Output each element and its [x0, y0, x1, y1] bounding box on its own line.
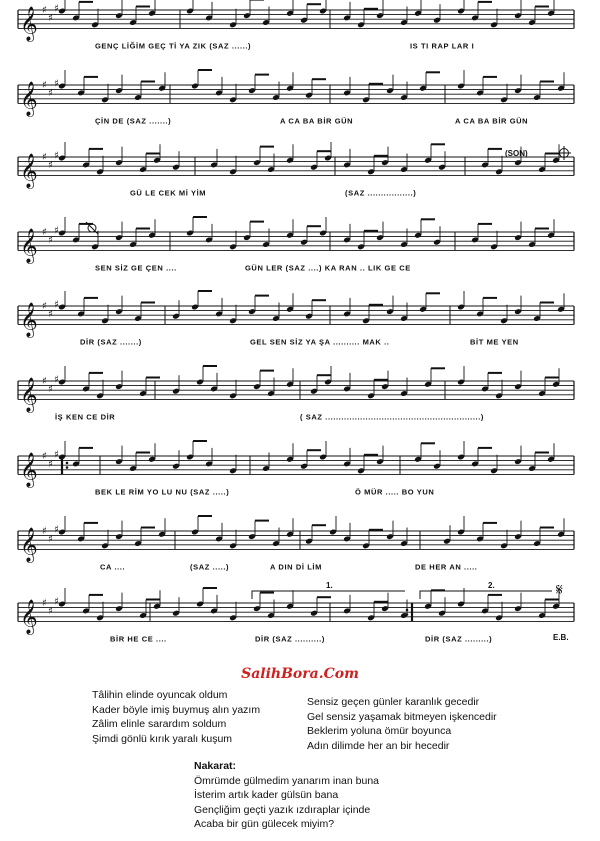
lyric-text: SEN SİZ GE ÇEN ....: [95, 263, 177, 273]
sharp-icon: ♯: [54, 299, 59, 311]
treble-clef-icon: 𝄞: [20, 228, 38, 264]
lyric-text: A DIN Dİ LİM: [270, 562, 322, 572]
segno-icon: 𝄋: [556, 580, 563, 599]
sharp-icon: ♯: [54, 524, 59, 536]
lyric-text: GEL SEN SİZ YA ŞA .......... MAK ..: [250, 337, 390, 347]
lyric-text: ÇİN DE (SAZ .......): [95, 116, 172, 126]
lyric-text: A CA BA BİR GÜN: [455, 116, 529, 126]
lyric-text: CA ....: [100, 562, 126, 572]
verse-1: [92, 688, 260, 746]
chorus-line: İsterim artık kader gülsün bana: [194, 789, 339, 801]
lyric-text: (SAZ .................): [345, 188, 417, 198]
sharp-icon: ♯: [48, 234, 53, 246]
sharp-icon: ♯: [54, 150, 59, 162]
sharp-icon: ♯: [42, 451, 47, 462]
lyric-text: DE HER AN .....: [415, 562, 478, 572]
sharp-icon: ♯: [42, 152, 47, 163]
lyric-text: GENÇ LİĞİM GEÇ Tİ YA ZIK (SAZ ......): [95, 41, 252, 51]
lyric-text: GÜN LER (SAZ ....) KA RAN .. LIK GE CE: [245, 263, 411, 273]
lyric-text: DİR (SAZ ..........): [255, 634, 325, 644]
lyric-text: Ö MÜR ..... BO YUN: [355, 487, 435, 497]
lyric-text: IS TI RAP LAR I: [410, 41, 475, 51]
treble-clef-icon: 𝄞: [20, 377, 38, 413]
volta-2-label: 2.: [488, 581, 495, 590]
sharp-icon: ♯: [48, 12, 53, 24]
chorus-title: Nakarat:: [194, 760, 237, 772]
lyric-text: GÜ LE CEK Mİ YİM: [130, 188, 207, 198]
sharp-icon: ♯: [42, 301, 47, 312]
sharp-icon: ♯: [42, 598, 47, 609]
verse-2-line: Sensiz geçen günler karanlık gecedir: [307, 696, 480, 708]
volta-bracket-2: [420, 591, 552, 599]
chorus-line: Gençliğim geçti yazık ızdıraplar içinde: [194, 803, 371, 816]
lyric-text: DİR (SAZ .........): [425, 634, 493, 644]
sharp-icon: ♯: [42, 526, 47, 537]
sharp-icon: ♯: [54, 78, 59, 90]
sharp-icon: ♯: [54, 225, 59, 237]
sharp-icon: ♯: [48, 533, 53, 545]
lyric-text: (SAZ .....): [190, 562, 230, 572]
sharp-icon: ♯: [48, 458, 53, 470]
repeat-dot: [406, 613, 409, 616]
verse-2-line: Adın dilimde her an bir hecedir: [307, 739, 450, 752]
site-watermark: SalihBora.Com: [241, 666, 359, 682]
chorus-line: Ömrümde gülmedim yanarım inan buna: [194, 774, 380, 787]
lyric-text: BEK LE RİM YO LU NU (SAZ .....): [95, 487, 230, 497]
sharp-icon: ♯: [54, 374, 59, 386]
chorus-line: Acaba bir gün gülecek miyim?: [194, 818, 335, 830]
lyric-text: A CA BA BİR GÜN: [280, 116, 354, 126]
lyric-text: BİT ME YEN: [470, 337, 519, 347]
sharp-icon: ♯: [42, 227, 47, 238]
verse-1-line: Zâlim elinle sarardım soldum: [92, 718, 227, 730]
sharp-icon: ♯: [54, 3, 59, 15]
treble-clef-icon: 𝄞: [20, 6, 38, 42]
sharp-icon: ♯: [48, 605, 53, 617]
treble-clef-icon: 𝄞: [20, 452, 38, 488]
repeat-dot: [66, 466, 69, 469]
treble-clef-icon: 𝄞: [20, 527, 38, 563]
son-mark: (SON): [505, 149, 528, 158]
verse-1-line: Tâlihin elinde oyuncak oldum: [92, 689, 228, 701]
sharp-icon: ♯: [54, 596, 59, 608]
lyric-text: DİR (SAZ .......): [80, 337, 142, 347]
verse-2-line: Beklerim yoluna ömür boyunca: [307, 725, 452, 737]
sharp-icon: ♯: [48, 383, 53, 395]
treble-clef-icon: 𝄞: [20, 81, 38, 117]
treble-clef-icon: 𝄞: [20, 599, 38, 635]
verse-1-line: Şimdi gönlü kırık yaralı kuşum: [92, 732, 233, 745]
verse-1-line: Kader böyle imiş buymuş alın yazım: [92, 703, 261, 716]
sharp-icon: ♯: [42, 376, 47, 387]
lyric-text: ( SAZ ..........................................................): [300, 412, 485, 422]
volta-1-label: 1.: [326, 581, 333, 590]
sharp-icon: ♯: [48, 308, 53, 320]
sharp-icon: ♯: [42, 5, 47, 16]
composer-initials: E.B.: [553, 633, 569, 642]
sharp-icon: ♯: [54, 449, 59, 461]
sharp-icon: ♯: [42, 80, 47, 91]
sharp-icon: ♯: [48, 159, 53, 171]
verse-2-line: Gel sensiz yaşamak bitmeyen işkencedir: [307, 710, 497, 723]
sharp-icon: ♯: [48, 87, 53, 99]
lyric-text: İŞ KEN CE DİR: [55, 412, 116, 422]
repeat-dot: [66, 462, 69, 465]
lyric-text: BİR HE CE ....: [110, 634, 167, 644]
chorus: [194, 759, 379, 832]
treble-clef-icon: 𝄞: [20, 302, 38, 338]
repeat-dot: [406, 609, 409, 612]
treble-clef-icon: 𝄞: [20, 153, 38, 189]
verse-2: [307, 695, 497, 753]
